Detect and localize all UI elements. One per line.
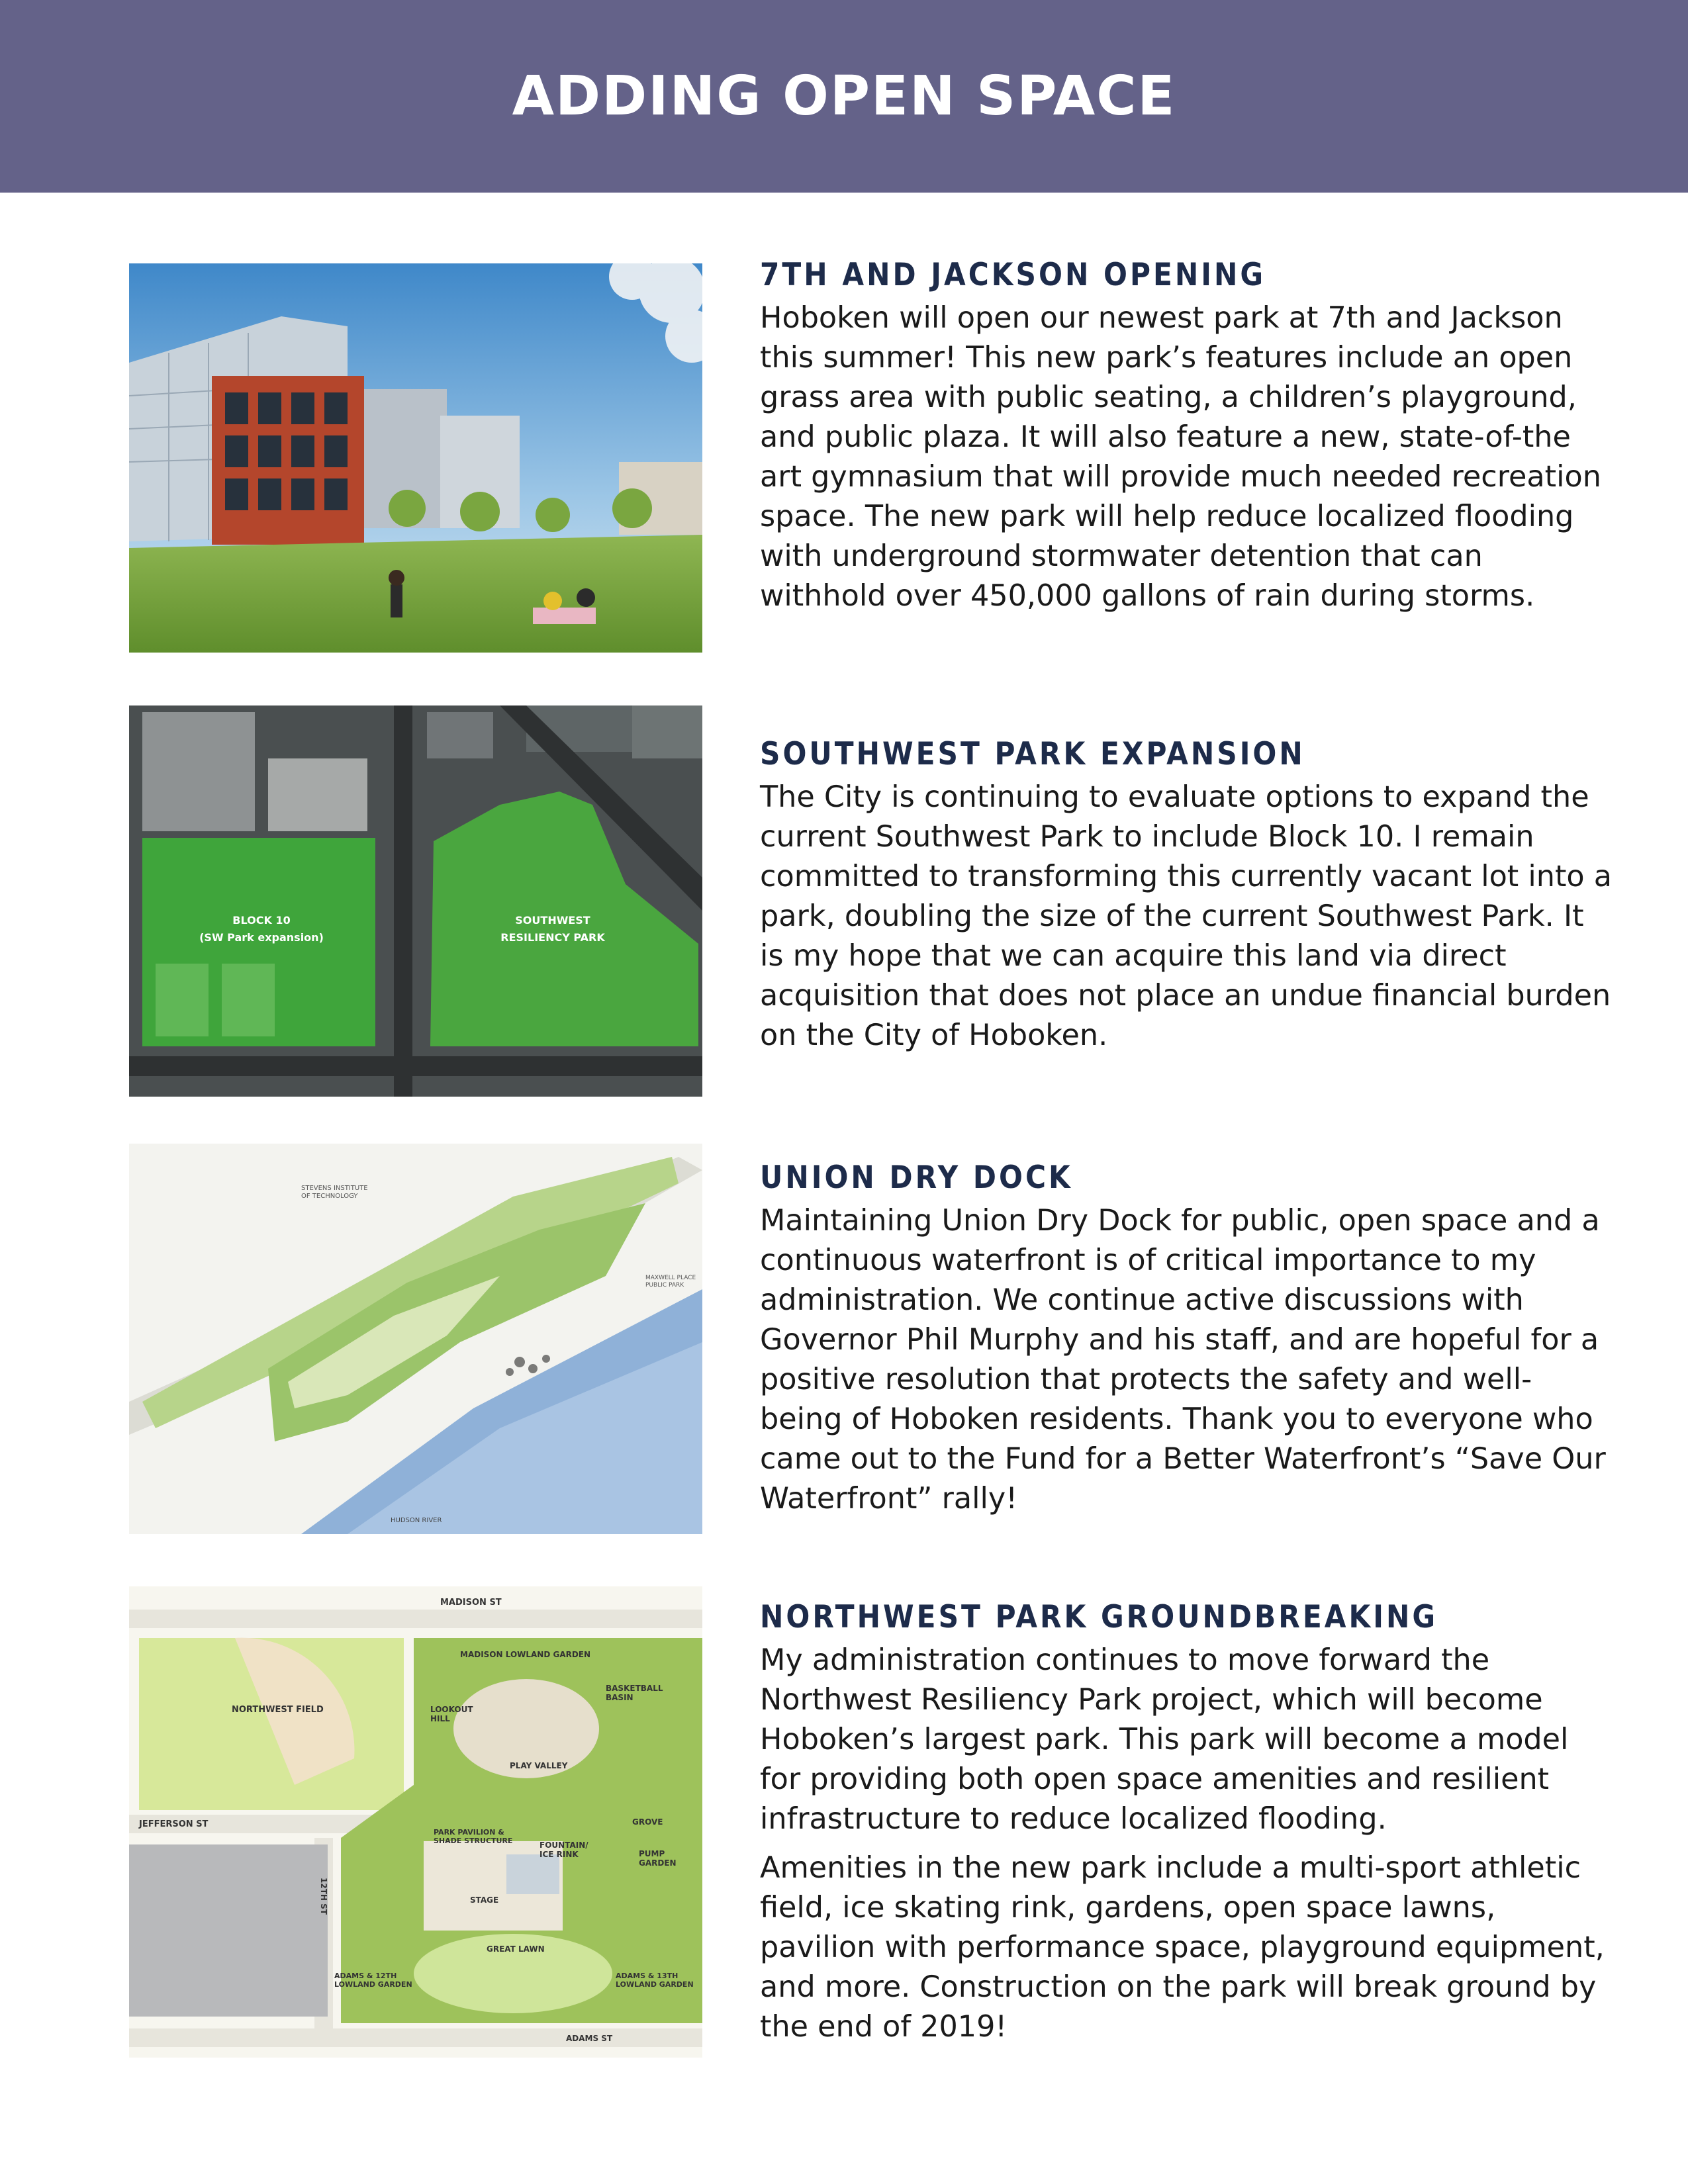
adams-st-label: ADAMS ST — [566, 2034, 613, 2043]
southwest-label: SOUTHWEST — [515, 914, 590, 927]
fountain-label: FOUNTAIN/ — [539, 1841, 588, 1850]
stevens-label: STEVENS INSTITUTE — [301, 1185, 368, 1192]
basketball-sublabel: BASIN — [606, 1693, 633, 1702]
section-body: Amenities in the new park include a multi-sport athletic field, ice skating rink, gardens, open space lawns, pavilion with performance space, playground equipment, and more. Construction on the park will break ground by the end of 2019! — [760, 1851, 1605, 2044]
pavilion-sublabel: SHADE STRUCTURE — [434, 1837, 513, 1845]
fountain-sublabel: ICE RINK — [539, 1850, 579, 1859]
adams12-sublabel: LOWLAND GARDEN — [334, 1980, 412, 1989]
play-valley-label: PLAY VALLEY — [510, 1761, 568, 1770]
northwest-park-plan — [129, 1586, 702, 2058]
union-dry-dock-plan — [129, 1144, 702, 1534]
block10-sublabel: (SW Park expansion) — [199, 931, 324, 944]
block10-label: BLOCK 10 — [232, 914, 291, 927]
maxwell-sublabel: PUBLIC PARK — [645, 1282, 684, 1289]
seventh-jackson-rendering — [129, 263, 702, 653]
lookout-sublabel: HILL — [430, 1714, 450, 1723]
lookout-label: LOOKOUT — [430, 1705, 473, 1714]
madison-garden-label: MADISON LOWLAND GARDEN — [460, 1650, 591, 1659]
section-body: Hoboken will open our newest park at 7th and Jackson this summer! This new park’s features include an open grass area with public seating, a children’s playground, and public plaza. It will also feature a new, state-of-the art gymnasium that will provide much needed recreation space. The new park will help reduce localized flooding with underground stormwater detention that can withhold over 450,000 gallons of rain during storms. — [760, 301, 1601, 613]
section-heading: 7TH AND JACKSON OPENING — [760, 257, 1266, 293]
pump-label: PUMP — [639, 1849, 665, 1858]
section-body: The City is continuing to evaluate options to expand the current Southwest Park to include Block 10. I remain committed to transforming this currently vacant lot into a park, doubling the size of the current Southwest Park. It is my hope that we can acquire this land via direct acquisition that does not place an undue financial burden on the City of Hoboken. — [760, 780, 1613, 1052]
section-union-dry-dock — [760, 1160, 1614, 1528]
basketball-label: BASKETBALL — [606, 1684, 663, 1693]
jefferson-st-label: JEFFERSON ST — [139, 1819, 209, 1829]
pavilion-label: PARK PAVILION & — [434, 1828, 504, 1837]
section-southwest-park — [760, 736, 1614, 1065]
southwest-sublabel: RESILIENCY PARK — [500, 931, 605, 944]
grove-label: GROVE — [632, 1817, 663, 1827]
stage-label: STAGE — [470, 1895, 499, 1905]
section-body: My administration continues to move forward the Northwest Resiliency Park project, which will become Hoboken’s largest park. This park will become a model for providing both open space amenities and resilient infrastructure to reduce localized flooding. — [760, 1643, 1569, 1836]
section-northwest-park — [760, 1599, 1614, 2056]
great-lawn-label: GREAT LAWN — [487, 1944, 545, 1954]
maxwell-label: MAXWELL PLACE — [645, 1275, 696, 1281]
madison-st-label: MADISON ST — [440, 1598, 502, 1608]
adams12-label: ADAMS & 12TH — [334, 1972, 397, 1980]
twelfth-st-label: 12TH ST — [319, 1878, 328, 1915]
page-title: ADDING OPEN SPACE — [512, 65, 1176, 128]
stevens-sublabel: OF TECHNOLOGY — [301, 1193, 358, 1200]
page-banner — [0, 0, 1688, 193]
northwest-field-label: NORTHWEST FIELD — [232, 1705, 324, 1715]
river-label: HUDSON RIVER — [391, 1517, 442, 1524]
section-seventh-jackson — [760, 257, 1614, 625]
southwest-park-aerial — [129, 705, 702, 1097]
section-heading: NORTHWEST PARK GROUNDBREAKING — [760, 1599, 1438, 1635]
pump-sublabel: GARDEN — [639, 1858, 677, 1868]
adams13-label: ADAMS & 13TH — [616, 1972, 679, 1980]
adams13-sublabel: LOWLAND GARDEN — [616, 1980, 694, 1989]
section-heading: UNION DRY DOCK — [760, 1160, 1073, 1196]
section-body: Maintaining Union Dry Dock for public, open space and a continuous waterfront is of critical importance to my administration. We continue active discussions with Governor Phil Murphy and his staff, and are hopeful for a positive resolution that protects the safety and well-being of Hoboken residents. Thank you to everyone who came out to the Fund for a Better Waterfront’s “Save Our Waterfront” rally! — [760, 1204, 1606, 1516]
section-heading: SOUTHWEST PARK EXPANSION — [760, 736, 1305, 772]
